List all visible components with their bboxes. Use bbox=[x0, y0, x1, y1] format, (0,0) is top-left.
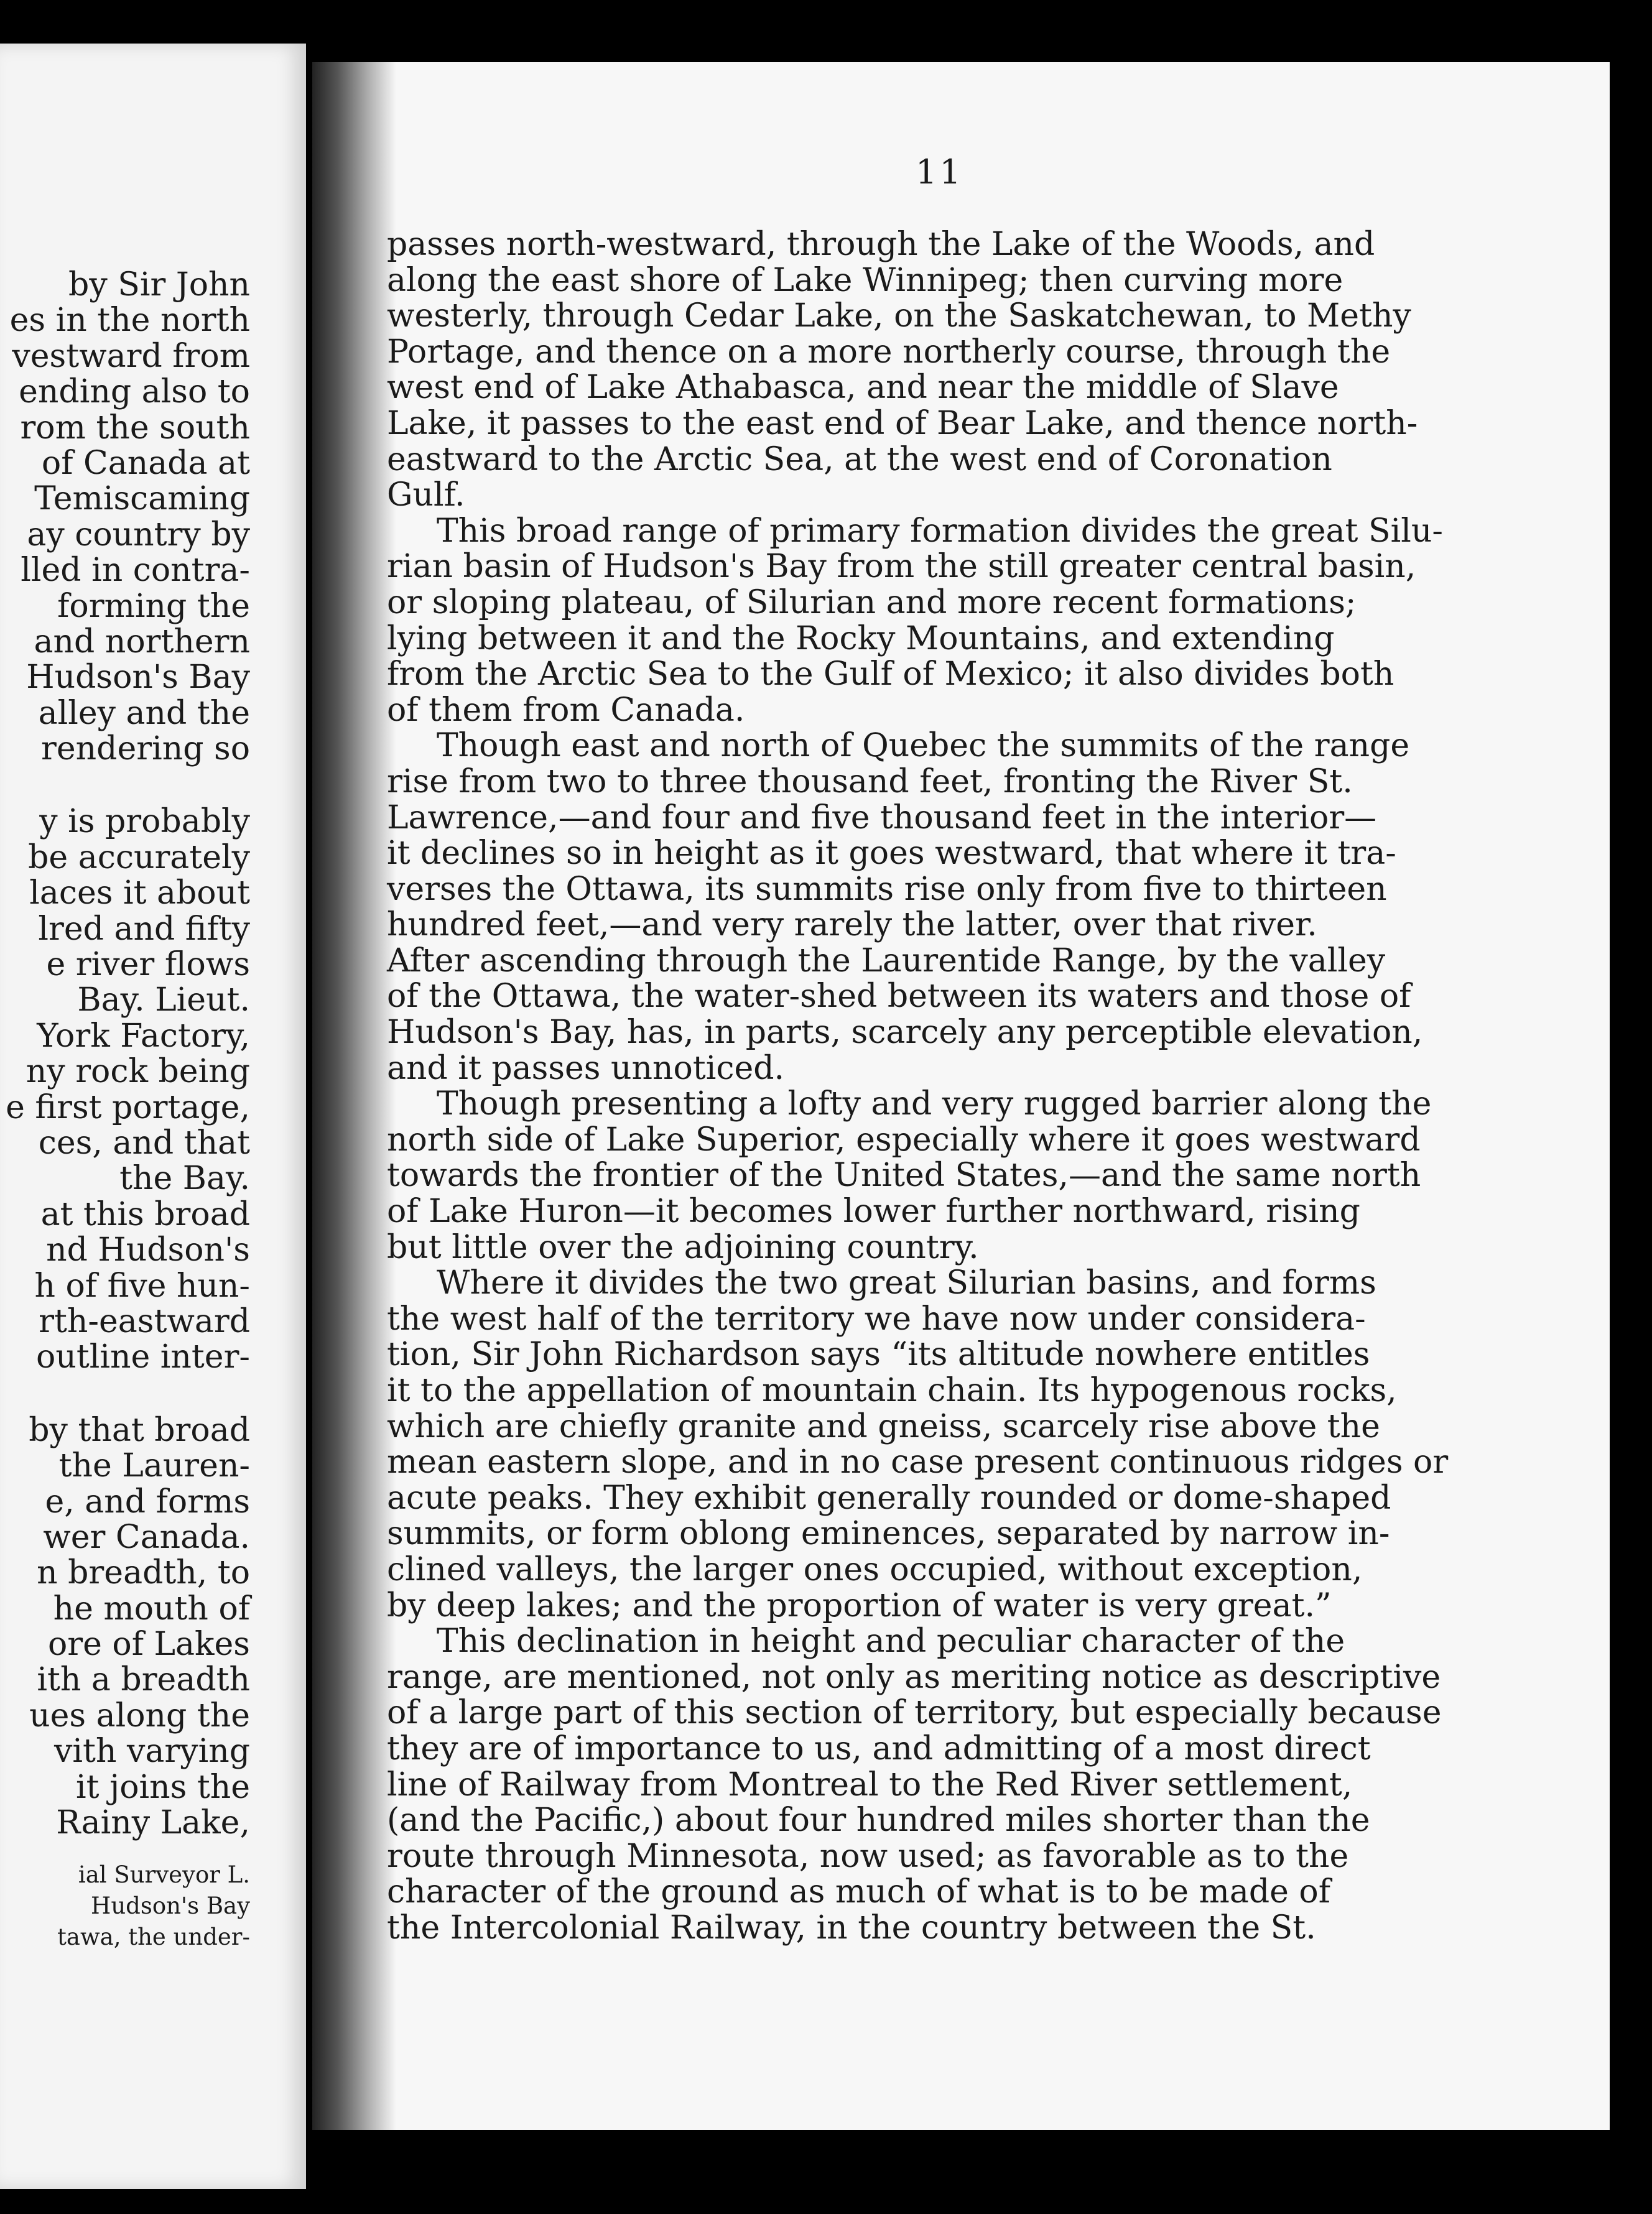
left-text-line: the Bay. bbox=[119, 1160, 250, 1198]
left-text-line: Temiscaming bbox=[34, 480, 250, 518]
left-text-line: Hudson's Bay bbox=[26, 659, 250, 697]
left-text-line: ny rock being bbox=[26, 1053, 250, 1091]
text-line: clined valleys, the larger ones occupied, without exception, bbox=[387, 1550, 1363, 1588]
left-text-line: outline inter- bbox=[36, 1338, 250, 1376]
left-text-line: es in the north bbox=[9, 302, 250, 340]
right-page bbox=[312, 62, 1610, 2130]
left-text-line: laces it about bbox=[29, 874, 250, 912]
left-text-line: e first portage, bbox=[6, 1088, 250, 1126]
left-text-block-1 bbox=[0, 267, 250, 767]
text-line: by deep lakes; and the proportion of water is very great.” bbox=[387, 1586, 1332, 1624]
text-line: This declination in height and peculiar character of the bbox=[437, 1623, 1345, 1660]
left-text-line: ay country by bbox=[27, 516, 250, 554]
left-page bbox=[0, 44, 306, 2189]
text-line: Portage, and thence on a more northerly course, through the bbox=[387, 333, 1391, 371]
left-text-line: by that broad bbox=[29, 1411, 250, 1449]
left-text-line: ces, and that bbox=[38, 1124, 250, 1162]
text-line: character of the ground as much of what is to be made of bbox=[387, 1873, 1330, 1911]
text-line: the Intercolonial Railway, in the country between the St. bbox=[387, 1909, 1316, 1947]
left-text-line: ending also to bbox=[19, 373, 250, 411]
text-line: rise from two to three thousand feet, fronting the River St. bbox=[387, 762, 1353, 800]
left-text-line: ith a breadth bbox=[37, 1661, 250, 1699]
left-text-line: by Sir John bbox=[68, 266, 250, 303]
binding-gutter-shadow bbox=[312, 62, 396, 2130]
left-text-line: y is probably bbox=[39, 803, 250, 841]
left-page-footnote bbox=[0, 1860, 250, 1953]
left-text-line: vestward from bbox=[12, 337, 250, 375]
left-page-text bbox=[0, 267, 250, 1841]
left-text-line: it joins the bbox=[76, 1768, 250, 1806]
left-text-line: be accurately bbox=[28, 838, 250, 876]
left-text-line: h of five hun- bbox=[34, 1267, 250, 1305]
text-line: route through Minnesota, now used; as favorable as to the bbox=[387, 1837, 1349, 1875]
text-line: After ascending through the Laurentide Range, by the valley bbox=[387, 942, 1386, 980]
text-line: eastward to the Arctic Sea, at the west end of Coronation bbox=[387, 440, 1332, 478]
left-text-line: and northern bbox=[34, 623, 250, 660]
text-line: of Lake Huron—it becomes lower further northward, rising bbox=[387, 1193, 1360, 1231]
text-line: rian basin of Hudson's Bay from the still greater central basin, bbox=[387, 548, 1416, 586]
left-text-line: e river flows bbox=[46, 946, 250, 984]
text-line: or sloping plateau, of Silurian and more recent formations; bbox=[387, 583, 1357, 621]
text-line: Though presenting a lofty and very rugged barrier along the bbox=[437, 1085, 1432, 1123]
text-line: acute peaks. They exhibit generally rounded or dome-shaped bbox=[387, 1479, 1391, 1517]
left-text-line: vith varying bbox=[54, 1733, 250, 1771]
left-text-line: wer Canada. bbox=[43, 1518, 250, 1556]
left-text-block-2 bbox=[0, 804, 250, 1375]
left-text-line: rendering so bbox=[41, 730, 250, 768]
text-line: mean eastern slope, and in no case present continuous ridges or bbox=[387, 1443, 1449, 1481]
text-line: Lake, it passes to the east end of Bear Lake, and thence north- bbox=[387, 404, 1418, 442]
body-text bbox=[387, 227, 1525, 1947]
text-line: from the Arctic Sea to the Gulf of Mexico; it also divides both bbox=[387, 655, 1394, 693]
left-text-line: lred and fifty bbox=[38, 910, 250, 948]
text-line: Though east and north of Quebec the summits of the range bbox=[437, 727, 1410, 765]
text-line: hundred feet,—and very rarely the latter, over that river. bbox=[387, 906, 1317, 944]
text-line: Lawrence,—and four and five thousand feet in the interior— bbox=[387, 799, 1377, 836]
left-text-line: n breadth, to bbox=[37, 1554, 250, 1592]
text-line: of a large part of this section of territory, but especially because bbox=[387, 1694, 1442, 1732]
text-line: line of Railway from Montreal to the Red River settlement, bbox=[387, 1766, 1353, 1804]
text-line: the west half of the territory we have now under considera- bbox=[387, 1300, 1366, 1338]
text-line: they are of importance to us, and admitting of a most direct bbox=[387, 1730, 1371, 1767]
left-text-line: ial Surveyor L. bbox=[78, 1861, 250, 1888]
text-line: but little over the adjoining country. bbox=[387, 1228, 979, 1266]
text-line: along the east shore of Lake Winnipeg; then curving more bbox=[387, 261, 1343, 299]
left-text-line: Bay. Lieut. bbox=[77, 981, 250, 1019]
text-line: Hudson's Bay, has, in parts, scarcely any perceptible elevation, bbox=[387, 1014, 1423, 1052]
left-text-line: he mouth of bbox=[53, 1590, 250, 1628]
left-text-line: ore of Lakes bbox=[47, 1626, 250, 1664]
text-line: (and the Pacific,) about four hundred miles shorter than the bbox=[387, 1802, 1370, 1840]
left-text-line: nd Hudson's bbox=[46, 1231, 250, 1269]
left-text-block-3 bbox=[0, 1413, 250, 1841]
text-line: This broad range of primary formation divides the great Silu- bbox=[437, 512, 1443, 550]
text-line: north side of Lake Superior, especially where it goes westward bbox=[387, 1121, 1421, 1159]
text-line: which are chiefly granite and gneiss, scarcely rise above the bbox=[387, 1407, 1380, 1445]
text-line: tion, Sir John Richardson says “its altitude nowhere entitles bbox=[387, 1336, 1370, 1374]
text-line: range, are mentioned, not only as meriting notice as descriptive bbox=[387, 1658, 1441, 1696]
text-line: of the Ottawa, the water-shed between its waters and those of bbox=[387, 978, 1411, 1016]
text-line: lying between it and the Rocky Mountains, and extending bbox=[387, 619, 1335, 657]
text-line: Gulf. bbox=[387, 476, 465, 514]
left-text-line: the Lauren- bbox=[58, 1447, 250, 1485]
left-text-line: rth-eastward bbox=[39, 1302, 250, 1340]
text-line: summits, or form oblong eminences, separated by narrow in- bbox=[387, 1515, 1390, 1553]
left-text-line: York Factory, bbox=[37, 1017, 250, 1055]
page-number: 11 bbox=[916, 152, 963, 192]
left-text-line: lled in contra- bbox=[21, 552, 250, 590]
text-line: Where it divides the two great Silurian basins, and forms bbox=[437, 1264, 1376, 1302]
text-line: it declines so in height as it goes westward, that where it tra- bbox=[387, 835, 1396, 873]
text-line: and it passes unnoticed. bbox=[387, 1049, 785, 1087]
text-line: westerly, through Cedar Lake, on the Saskatchewan, to Methy bbox=[387, 297, 1411, 335]
left-text-line: rom the south bbox=[20, 409, 250, 447]
left-text-line: at this broad bbox=[40, 1195, 250, 1233]
left-text-line: ues along the bbox=[29, 1697, 250, 1735]
left-text-line: Rainy Lake, bbox=[56, 1804, 250, 1842]
left-text-line: e, and forms bbox=[45, 1483, 250, 1521]
text-line: passes north-westward, through the Lake of the Woods, and bbox=[387, 226, 1375, 263]
text-line: of them from Canada. bbox=[387, 691, 745, 729]
left-text-line: of Canada at bbox=[41, 444, 250, 482]
left-text-line: Hudson's Bay bbox=[91, 1892, 250, 1919]
text-line: it to the appellation of mountain chain. Its hypogenous rocks, bbox=[387, 1372, 1397, 1409]
left-text-line: forming the bbox=[57, 587, 250, 625]
left-text-line: tawa, the under- bbox=[57, 1924, 250, 1950]
text-line: towards the frontier of the United States,—and the same north bbox=[387, 1157, 1421, 1195]
text-line: west end of Lake Athabasca, and near the middle of Slave bbox=[387, 369, 1339, 407]
left-text-line: alley and the bbox=[38, 694, 250, 732]
text-line: verses the Ottawa, its summits rise only from five to thirteen bbox=[387, 870, 1387, 908]
